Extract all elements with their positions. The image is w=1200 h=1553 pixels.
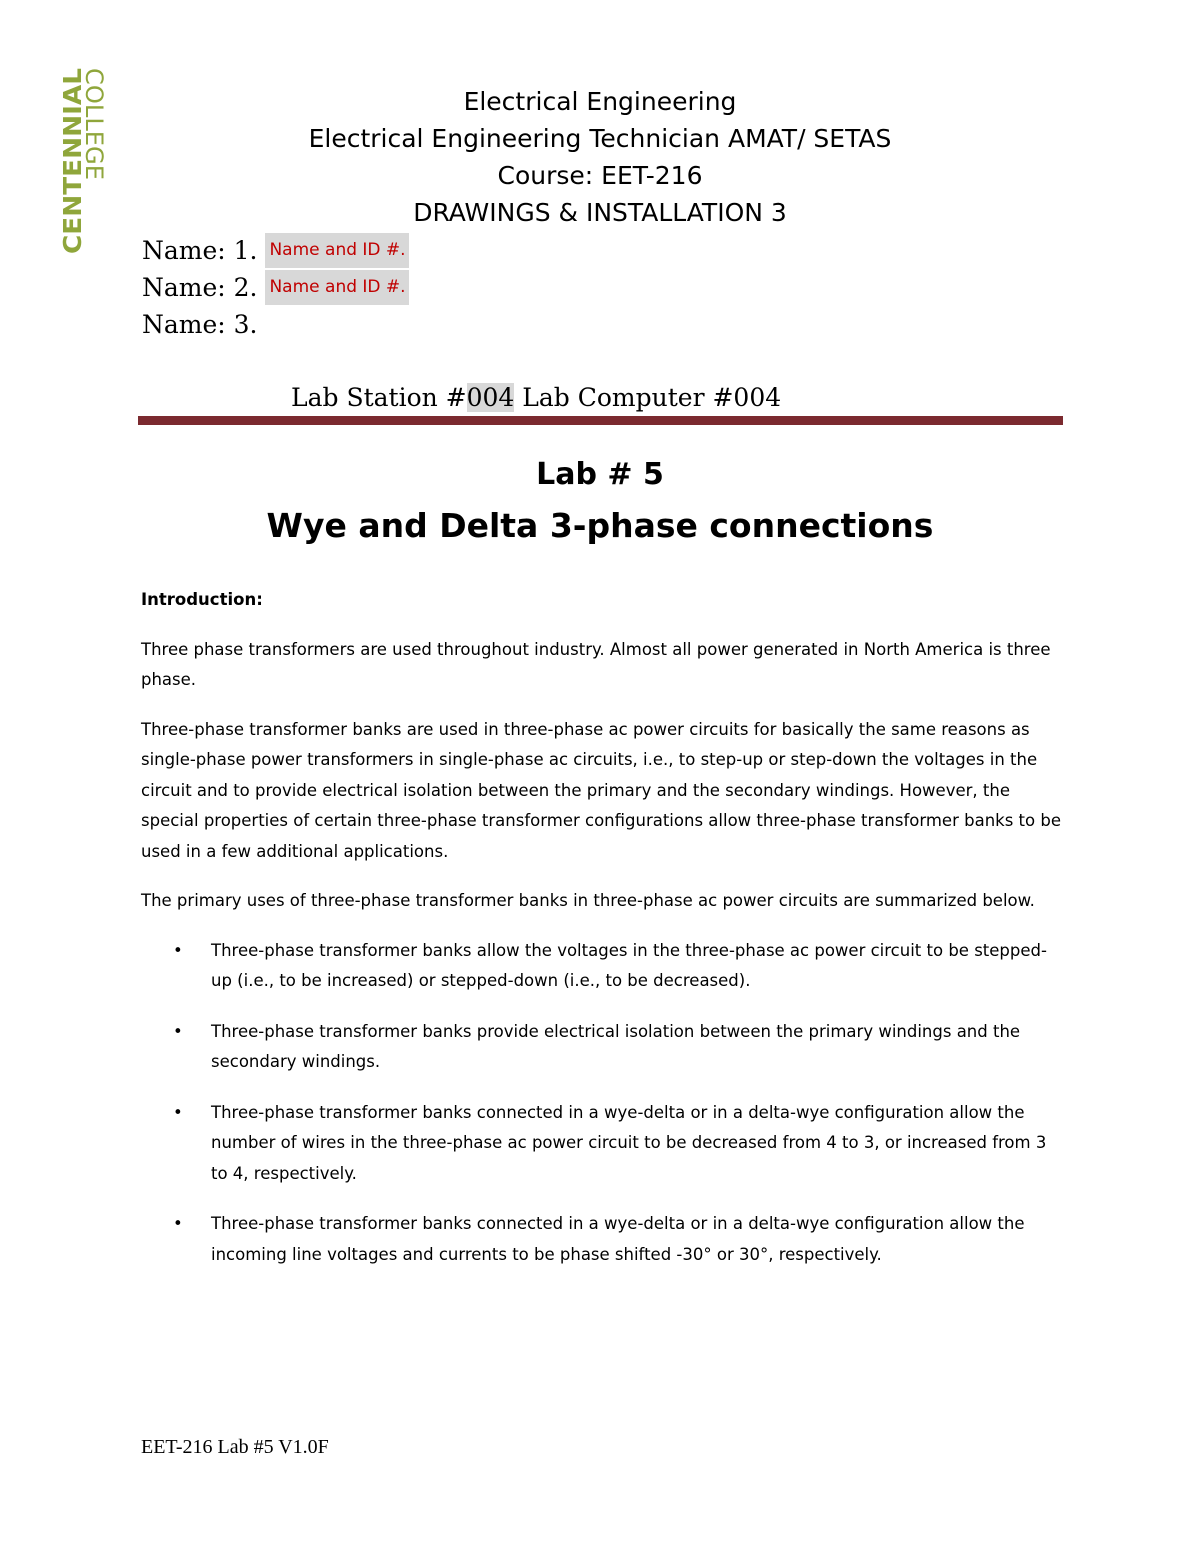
lab-number: Lab # 5 bbox=[536, 457, 664, 492]
list-item bbox=[141, 1017, 1066, 1078]
introduction-section bbox=[141, 585, 1066, 1290]
logo-text-centennial: CENTENNIAL bbox=[58, 77, 87, 254]
bullet-icon: • bbox=[173, 940, 183, 960]
list-item bbox=[141, 1098, 1066, 1190]
bullet-icon: • bbox=[173, 1021, 183, 1041]
station-prefix: Lab Station # bbox=[291, 383, 467, 412]
bullet-text-3: Three-phase transformer banks connected in a wye-delta or in a delta-wye configuration allow the number of wires in the three-phase ac power circuit to be decreased from 4 to 3, or increased from 3 to 4, respectively. bbox=[211, 1102, 1047, 1183]
uses-bullet-list bbox=[141, 936, 1066, 1271]
name-field-2[interactable]: Name and ID #. bbox=[265, 270, 408, 305]
name-label-3: Name: 3. bbox=[142, 310, 258, 339]
student-names bbox=[142, 232, 409, 343]
name-label-2: Name: 2. bbox=[142, 273, 258, 302]
header-divider bbox=[138, 416, 1063, 425]
course-title: DRAWINGS & INSTALLATION 3 bbox=[413, 198, 787, 227]
name-field-1[interactable]: Name and ID #. bbox=[265, 233, 408, 268]
bullet-text-1: Three-phase transformer banks allow the voltages in the three-phase ac power circuit to be stepped-up (i.e., to be increased) or stepped-down (i.e., to be decreased). bbox=[211, 940, 1047, 990]
name-row-1 bbox=[142, 232, 409, 269]
name-row-2 bbox=[142, 269, 409, 306]
lab-title: Wye and Delta 3-phase connections bbox=[266, 506, 934, 545]
department-heading: Electrical Engineering bbox=[463, 87, 737, 116]
name-label-1: Name: 1. bbox=[142, 236, 258, 265]
bullet-text-2: Three-phase transformer banks provide electrical isolation between the primary windings and the secondary windings. bbox=[211, 1021, 1021, 1071]
logo-text-college: COLLEGE bbox=[80, 68, 108, 180]
station-number[interactable]: 004 bbox=[466, 383, 515, 412]
name-row-3 bbox=[142, 306, 409, 343]
list-item bbox=[141, 1209, 1066, 1270]
page-footer: EET-216 Lab #5 V1.0F bbox=[141, 1436, 329, 1458]
computer-label: Lab Computer #004 bbox=[514, 383, 782, 412]
intro-paragraph-3: The primary uses of three-phase transformer banks in three-phase ac power circuits are summarized below. bbox=[141, 891, 1035, 910]
introduction-heading: Introduction: bbox=[141, 590, 263, 609]
bullet-text-4: Three-phase transformer banks connected in a wye-delta or in a delta-wye configuration allow the incoming line voltages and currents to be phase shifted -30° or 30°, respectively. bbox=[211, 1214, 1025, 1264]
bullet-icon: • bbox=[173, 1102, 183, 1122]
program-heading: Electrical Engineering Technician AMAT/ SETAS bbox=[308, 124, 892, 153]
bullet-icon: • bbox=[173, 1214, 183, 1233]
course-code: Course: EET-216 bbox=[497, 161, 703, 190]
intro-paragraph-1: Three phase transformers are used throughout industry. Almost all power generated in North America is three phase. bbox=[141, 639, 1051, 689]
lab-station-line bbox=[291, 379, 781, 416]
list-item bbox=[141, 936, 1066, 997]
intro-paragraph-2: Three-phase transformer banks are used in three-phase ac power circuits for basically the same reasons as single-phase power transformers in single-phase ac circuits, i.e., to step-up or step-down the voltages in the circuit and to provide electrical isolation between the primary and the secondary windings. However, the special properties of certain three-phase transformer configurations allow three-phase transformer banks to be used in a few additional applications. bbox=[141, 719, 1061, 861]
